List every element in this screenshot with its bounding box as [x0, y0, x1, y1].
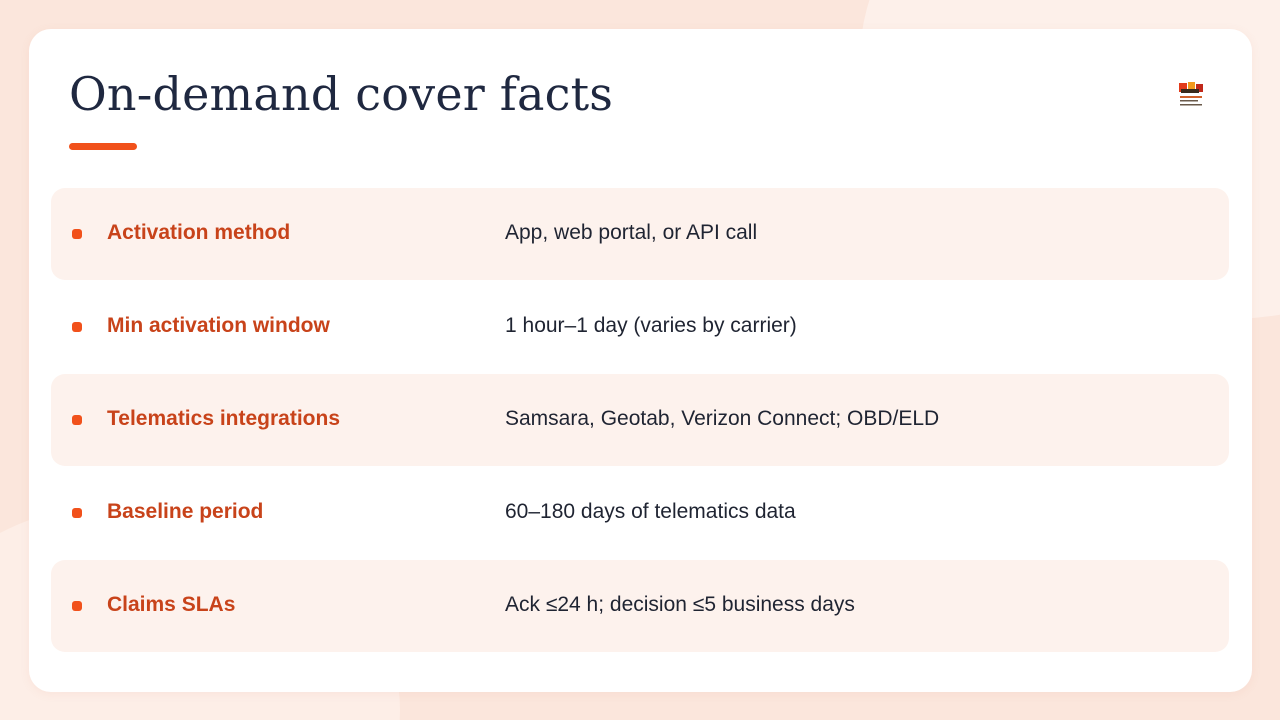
fact-label: Telematics integrations: [107, 407, 341, 430]
slide-card: [29, 29, 1252, 692]
facts-list: [51, 188, 1229, 653]
brand-logo-icon: [1177, 81, 1205, 111]
bullet-icon: [72, 601, 82, 611]
fact-value: Ack ≤24 h; decision ≤5 business days: [505, 593, 855, 616]
fact-row: [51, 374, 1229, 466]
bullet-icon: [72, 415, 82, 425]
fact-row: [51, 467, 1229, 559]
fact-value: Samsara, Geotab, Verizon Connect; OBD/ELD: [505, 407, 940, 430]
bullet-icon: [72, 508, 82, 518]
fact-label: Baseline period: [107, 500, 264, 523]
title-accent-bar: [69, 143, 137, 150]
fact-label: Min activation window: [107, 314, 330, 337]
fact-row: [51, 281, 1229, 373]
fact-value: App, web portal, or API call: [505, 221, 758, 244]
fact-label: Claims SLAs: [107, 593, 236, 616]
fact-row: [51, 188, 1229, 280]
fact-row: [51, 560, 1229, 652]
fact-value: 60–180 days of telematics data: [505, 500, 796, 523]
bullet-icon: [72, 322, 82, 332]
fact-value: 1 hour–1 day (varies by carrier): [505, 314, 797, 337]
fact-label: Activation method: [107, 221, 291, 244]
slide-title: On-demand cover facts: [69, 67, 614, 121]
bullet-icon: [72, 229, 82, 239]
